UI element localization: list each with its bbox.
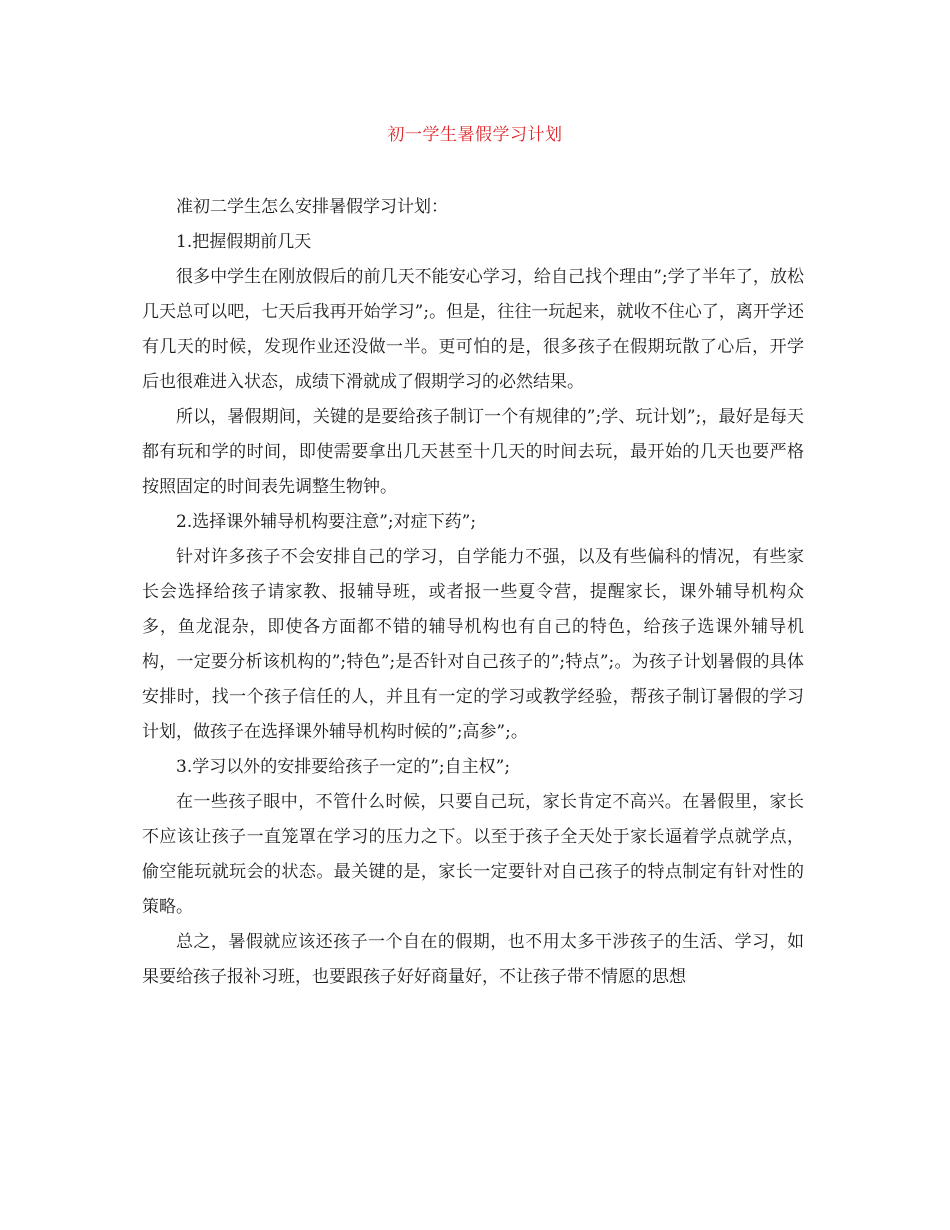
section-heading-1: 1.把握假期前几天 <box>176 232 312 252</box>
paragraph: 在一些孩子眼中，不管什么时候，只要自己玩，家长肯定不高兴。在暑假里，家长不应该让孩子一直笼罩在学习的压力之下。以至于孩子全天处于家长逼着学点就学点，偷空能玩就玩会的状态。最关键的是，家长一定要针对自己孩子的特点制定有针对性的策略。 <box>142 792 804 917</box>
paragraph: 总之，暑假就应该还孩子一个自在的假期，也不用太多干涉孩子的生活、学习，如果要给孩子报补习班，也要跟孩子好好商量好，不让孩子带不情愿的思想 <box>142 932 804 987</box>
document-body <box>142 190 804 995</box>
document-title: 初一学生暑假学习计划 <box>387 125 563 145</box>
paragraph: 很多中学生在刚放假后的前几天不能安心学习，给自己找个理由”;学了半年了，放松几天总可以吧，七天后我再开始学习”;。但是，往往一玩起来，就收不住心了，离开学还有几天的时候，发现作业还没做一半。更可怕的是，很多孩子在假期玩散了心后，开学后也很难进入状态，成绩下滑就成了假期学习的必然结果。 <box>142 267 804 392</box>
paragraph-intro: 准初二学生怎么安排暑假学习计划： <box>176 197 448 217</box>
paragraph: 针对许多孩子不会安排自己的学习，自学能力不强，以及有些偏科的情况，有些家长会选择给孩子请家教、报辅导班，或者报一些夏令营，提醒家长，课外辅导机构众多，鱼龙混杂，即使各方面都不错的辅导机构也有自己的特色，给孩子选课外辅导机构，一定要分析该机构的”;特色”;是否针对自己孩子的”;特点”;。为孩子计划暑假的具体安排时，找一个孩子信任的人，并且有一定的学习或教学经验，帮孩子制订暑假的学习计划，做孩子在选择课外辅导机构时候的”;高参”;。 <box>142 547 804 742</box>
section-heading-2: 2.选择课外辅导机构要注意”;对症下药”; <box>176 512 477 532</box>
section-heading-3: 3.学习以外的安排要给孩子一定的”;自主权”; <box>176 757 511 777</box>
paragraph: 所以，暑假期间，关键的是要给孩子制订一个有规律的”;学、玩计划”;，最好是每天都有玩和学的时间，即使需要拿出几天甚至十几天的时间去玩，最开始的几天也要严格按照固定的时间表先调整生物钟。 <box>142 407 804 497</box>
